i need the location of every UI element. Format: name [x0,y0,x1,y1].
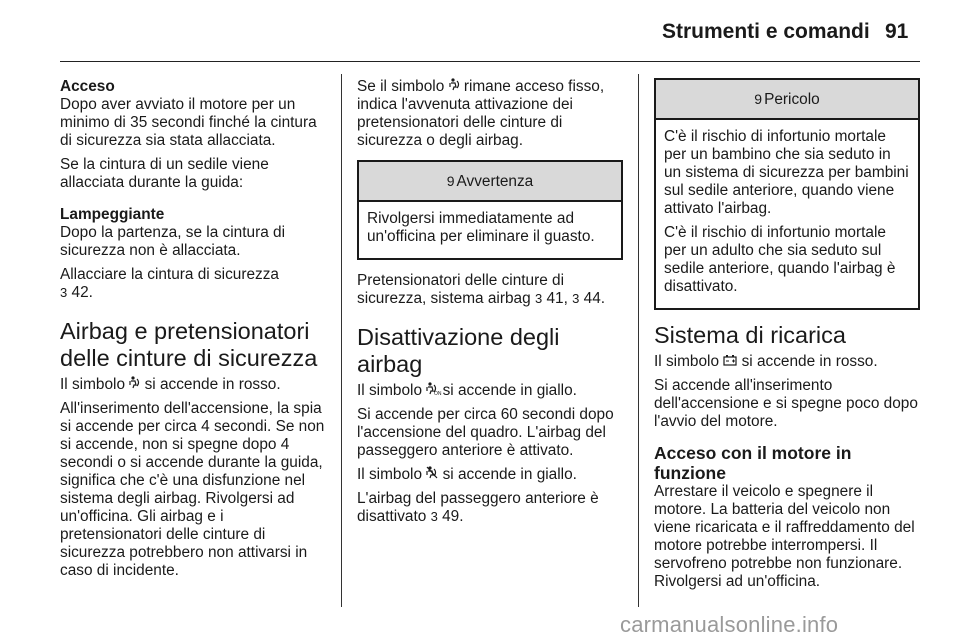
allacciare-label: Allacciare la cintura di sicurezza [60,266,279,283]
danger-box [654,78,920,310]
acceso-text: Dopo aver avviato il motore per un minimo di 35 secondi finché la cintura di sicurezza sia stata allacciata. [60,96,317,149]
page-number: 91 [885,20,909,43]
ricarica-line-2: Si accende all'inserimento dell'accensione e si spegne poco dopo l'avvio del motore. [654,377,918,430]
column-3 [654,78,920,597]
disatt-line-1: Il simbolo ON si accende in giallo. [357,382,577,399]
warning-box [357,160,623,260]
section-title-airbag: Airbag e pretensionatori delle cinture di sicurezza [60,318,318,371]
airbag-icon [129,376,140,394]
ref-arrow-icon: 3 [572,291,580,306]
ref-arrow-icon: 3 [60,285,68,300]
allacciare-ref: 42. [71,284,93,301]
danger-header [656,80,918,120]
watermark: carmanualsonline.info [620,612,839,637]
column-divider-2 [638,74,639,607]
simbolo-line: Il simbolo si accende in rosso. [60,376,281,393]
ref-arrow-icon: 3 [534,291,543,306]
warning-triangle-icon: 9 [754,91,763,107]
airbag-off-icon [426,466,438,484]
warning-title: Avvertenza [456,173,534,190]
page-title: Strumenti e comandi [662,20,870,43]
lampeggiante-heading: Lampeggiante [60,206,165,223]
ref-arrow-icon: 3 [430,509,438,524]
column-1 [60,78,326,586]
intro-text: Se il simbolo rimane acceso fisso, indica l'avvenuta attivazione dei pretensionatori delle cinture di sicurezza o degli airbag. [357,78,605,149]
svg-text:ON: ON [434,391,442,397]
allacciare-text [60,266,326,302]
warning-triangle-icon: 9 [446,173,455,189]
column-divider-1 [341,74,342,607]
page-header [0,0,960,60]
battery-icon [723,353,737,371]
lampeggiante-text: Dopo la partenza, se la cintura di sicurezza non è allacciata. [60,224,286,259]
acceso-motore-heading: Acceso con il motore in funzione [654,443,852,483]
section-title-disattivazione: Disattivazione degli airbag [357,324,560,377]
ricarica-line-1: Il simbolo si accende in rosso. [654,353,878,370]
danger-title: Pericolo [764,91,820,108]
danger-text-1: C'è il rischio di infortunio mortale per un bambino che sia seduto in un sistema di sicurezza per bambini sul sedile anteriore, quando viene attivato l'airbag. [664,128,909,217]
warning-header [359,162,621,202]
section-title-ricarica: Sistema di ricarica [654,322,846,348]
pretensionatori-text: Pretensionatori delle cinture di sicurezza, sistema airbag 3 41, 3 44. [357,272,606,307]
acceso-heading: Acceso [60,78,115,95]
airbag-on-icon [426,382,442,400]
header-rule [60,61,920,62]
danger-text-2: C'è il rischio di infortunio mortale per un adulto che sia seduto sul sedile anteriore, quando l'airbag è disattivato. [664,224,896,295]
acceso-text-2: Se la cintura di un sedile viene allacciata durante la guida: [60,156,269,191]
disatt-line-3: Il simbolo si accende in giallo. [357,466,577,483]
disatt-line-4: L'airbag del passeggero anteriore è disattivato 3 49. [357,490,599,525]
airbag-body: All'inserimento dell'accensione, la spia si accende per circa 4 secondi. Se non si accende, non si spegne dopo 4 secondi o si accende durante la guida, significa che c'è una disfunzione nel sistema degli airbag. Rivolgersi ad un'officina. Gli airbag e i pretensionatori delle cinture di sicurezza potrebbero non attivarsi in caso di incidente. [60,400,325,579]
disatt-line-2: Si accende per circa 60 secondi dopo l'accensione del quadro. L'airbag del passeggero anteriore è attivato. [357,406,614,459]
airbag-icon [449,78,460,96]
acceso-motore-text: Arrestare il veicolo e spegnere il motore. La batteria del veicolo non viene ricaricata e il raffreddamento del motore potrebbe interrompersi. Il servofreno potrebbe non funzionare. Rivolgersi ad un'officina. [654,483,915,590]
column-2 [357,78,623,532]
warning-text: Rivolgersi immediatamente ad un'officina per eliminare il guasto. [367,210,595,245]
